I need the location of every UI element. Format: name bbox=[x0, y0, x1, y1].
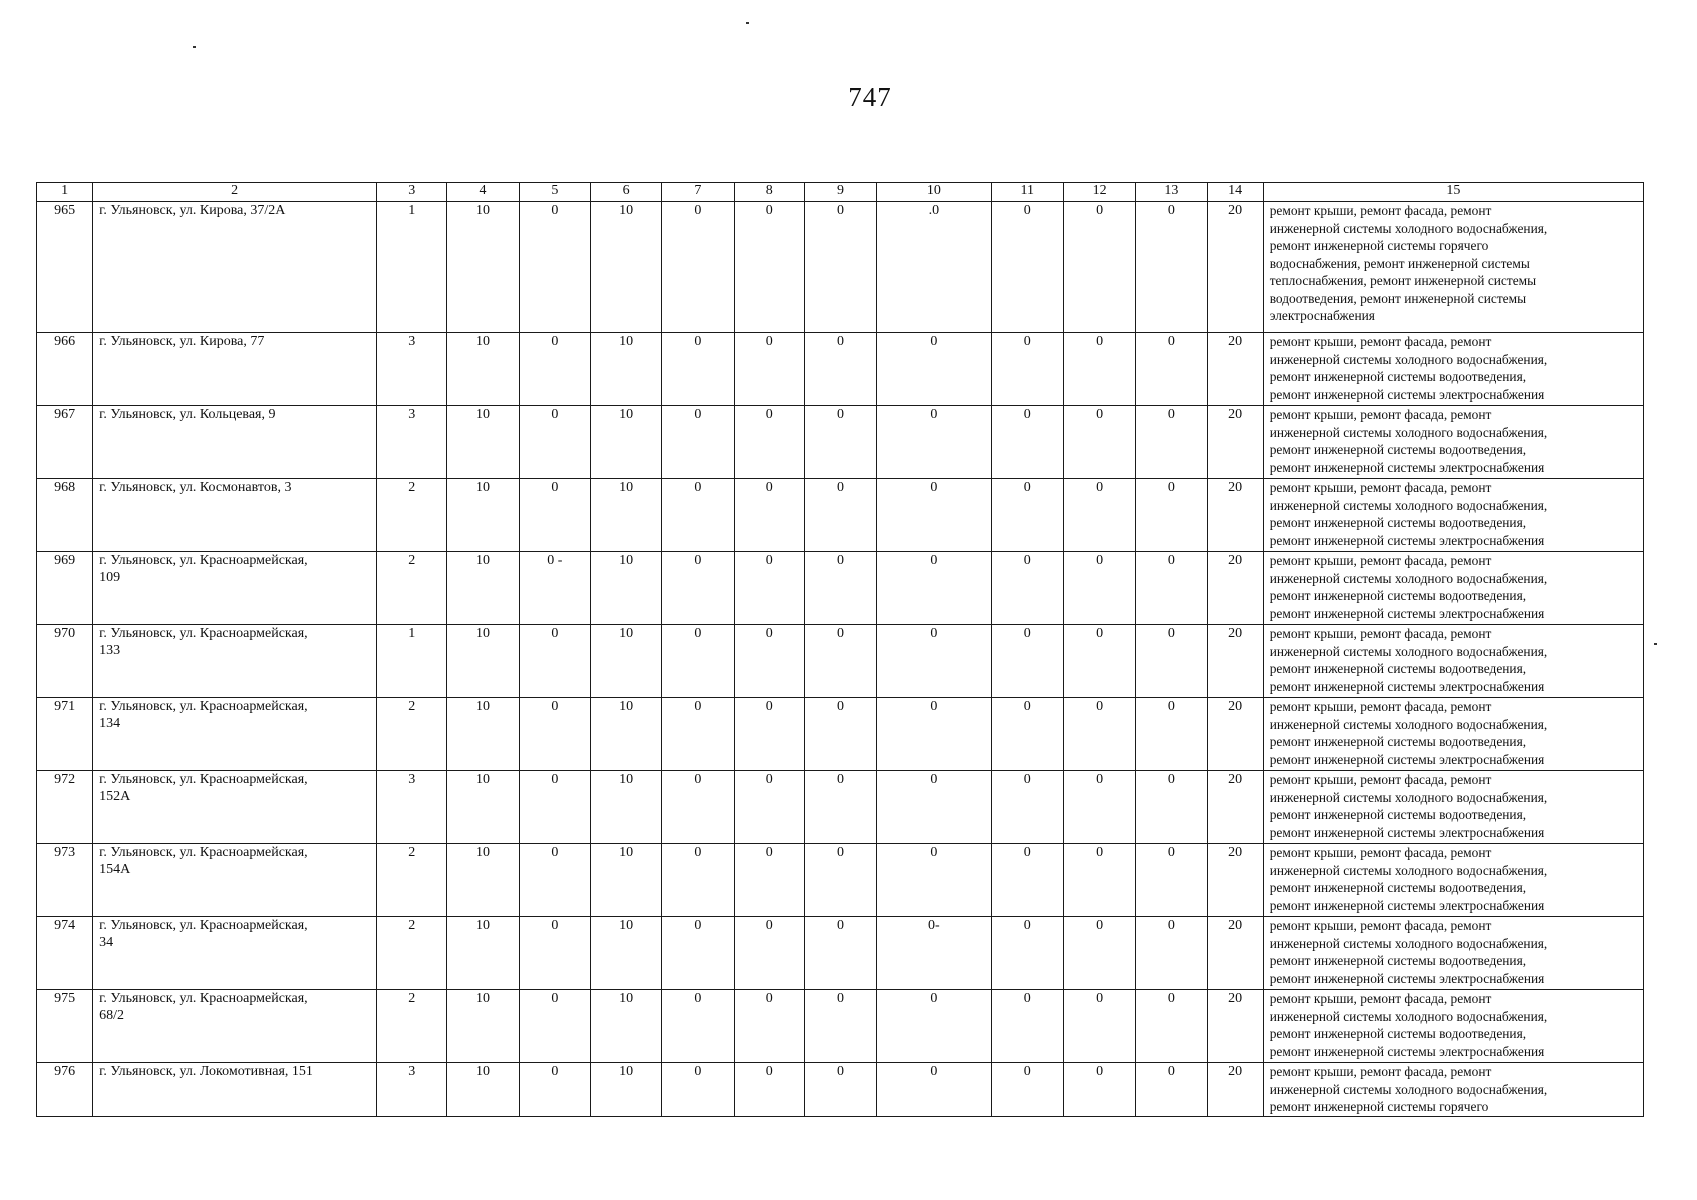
value-cell: 10 bbox=[447, 333, 519, 406]
works-cell bbox=[1263, 552, 1643, 625]
table-row bbox=[37, 479, 1644, 552]
value-cell: 0 bbox=[991, 625, 1063, 698]
works-line: ремонт крыши, ремонт фасада, ремонт bbox=[1269, 203, 1492, 218]
value-cell: 20 bbox=[1207, 990, 1263, 1063]
value-cell: 0 bbox=[991, 406, 1063, 479]
value-cell: 3 bbox=[377, 333, 447, 406]
value-cell: 0 bbox=[991, 552, 1063, 625]
row-number-cell: 966 bbox=[37, 333, 93, 406]
column-header: 7 bbox=[662, 183, 734, 202]
value-cell: 0 bbox=[1063, 333, 1135, 406]
value-cell: 20 bbox=[1207, 479, 1263, 552]
value-cell: 10 bbox=[447, 771, 519, 844]
column-header: 14 bbox=[1207, 183, 1263, 202]
value-cell: 0 bbox=[1063, 917, 1135, 990]
value-cell: 20 bbox=[1207, 333, 1263, 406]
works-cell bbox=[1263, 479, 1643, 552]
works-line: ремонт крыши, ремонт фасада, ремонт bbox=[1269, 991, 1492, 1006]
value-cell: 0 bbox=[991, 698, 1063, 771]
value-cell: 0 bbox=[1063, 990, 1135, 1063]
value-cell: 0 bbox=[1136, 1063, 1207, 1117]
value-cell: 0 bbox=[734, 917, 804, 990]
value-cell: 0 bbox=[734, 479, 804, 552]
table-row bbox=[37, 406, 1644, 479]
value-cell: 10 bbox=[447, 1063, 519, 1117]
value-cell: 1 bbox=[377, 202, 447, 333]
value-cell: 0 bbox=[877, 333, 991, 406]
value-cell: 0 bbox=[877, 1063, 991, 1117]
value-cell: 0 bbox=[519, 990, 590, 1063]
column-header: 12 bbox=[1063, 183, 1135, 202]
value-cell: 0 bbox=[662, 202, 734, 333]
column-header: 6 bbox=[590, 183, 661, 202]
value-cell: 0 bbox=[734, 698, 804, 771]
value-cell: 0 bbox=[662, 625, 734, 698]
works-line: ремонт инженерной системы электроснабжения bbox=[1269, 751, 1545, 767]
value-cell: 0 bbox=[1063, 479, 1135, 552]
value-cell: 0 bbox=[519, 1063, 590, 1117]
row-number-cell: 972 bbox=[37, 771, 93, 844]
value-cell: 0 bbox=[734, 552, 804, 625]
value-cell: 0 bbox=[804, 479, 876, 552]
value-cell: 0 bbox=[804, 406, 876, 479]
address-cell: г. Ульяновск, ул. Красноармейская, 134 bbox=[93, 698, 377, 771]
works-line: инженерной системы холодного водоснабжения, bbox=[1269, 497, 1548, 513]
value-cell: 10 bbox=[447, 202, 519, 333]
works-cell bbox=[1263, 333, 1643, 406]
value-cell: 0 bbox=[991, 844, 1063, 917]
value-cell: 0 bbox=[1136, 990, 1207, 1063]
address-cell: г. Ульяновск, ул. Красноармейская, 133 bbox=[93, 625, 377, 698]
row-number-cell: 965 bbox=[37, 202, 93, 333]
value-cell: 0 bbox=[662, 1063, 734, 1117]
value-cell: 3 bbox=[377, 406, 447, 479]
column-header: 4 bbox=[447, 183, 519, 202]
table-row bbox=[37, 844, 1644, 917]
works-line: ремонт инженерной системы электроснабжения bbox=[1269, 970, 1545, 986]
value-cell: 0 bbox=[804, 552, 876, 625]
value-cell: 0 bbox=[519, 202, 590, 333]
value-cell: 2 bbox=[377, 698, 447, 771]
works-line: ремонт крыши, ремонт фасада, ремонт bbox=[1269, 699, 1492, 714]
works-cell bbox=[1263, 844, 1643, 917]
works-line: ремонт инженерной системы водоотведения, bbox=[1269, 734, 1527, 749]
value-cell: 0 bbox=[519, 917, 590, 990]
value-cell: 0 bbox=[734, 202, 804, 333]
works-line: ремонт инженерной системы водоотведения, bbox=[1269, 953, 1527, 968]
value-cell: 0 bbox=[662, 771, 734, 844]
address-cell: г. Ульяновск, ул. Красноармейская, 154А bbox=[93, 844, 377, 917]
column-header: 1 bbox=[37, 183, 93, 202]
value-cell: 0 bbox=[1136, 771, 1207, 844]
value-cell: 0 bbox=[877, 771, 991, 844]
value-cell: 0 - bbox=[519, 552, 590, 625]
works-line: водоснабжения, ремонт инженерной системы bbox=[1269, 255, 1530, 271]
works-line: ремонт крыши, ремонт фасада, ремонт bbox=[1269, 407, 1492, 422]
value-cell: 0 bbox=[1063, 202, 1135, 333]
value-cell: 0 bbox=[734, 1063, 804, 1117]
table-row bbox=[37, 1063, 1644, 1117]
table-row bbox=[37, 202, 1644, 333]
works-line: водоотведения, ремонт инженерной системы bbox=[1269, 290, 1527, 306]
value-cell: 0 bbox=[877, 990, 991, 1063]
value-cell: 0 bbox=[662, 844, 734, 917]
value-cell: 10 bbox=[447, 479, 519, 552]
works-line: ремонт инженерной системы водоотведения, bbox=[1269, 442, 1527, 457]
value-cell: 10 bbox=[590, 1063, 661, 1117]
value-cell: 0 bbox=[1063, 1063, 1135, 1117]
works-line: ремонт инженерной системы электроснабжения bbox=[1269, 386, 1545, 402]
value-cell: 0 bbox=[991, 479, 1063, 552]
address-cell: г. Ульяновск, ул. Кольцевая, 9 bbox=[93, 406, 377, 479]
value-cell: 20 bbox=[1207, 406, 1263, 479]
value-cell: 20 bbox=[1207, 552, 1263, 625]
value-cell: 0 bbox=[662, 698, 734, 771]
works-line: ремонт инженерной системы горячего bbox=[1269, 238, 1489, 253]
works-line: ремонт инженерной системы электроснабжения bbox=[1269, 459, 1545, 475]
row-number-cell: 971 bbox=[37, 698, 93, 771]
works-line: ремонт инженерной системы водоотведения, bbox=[1269, 661, 1527, 676]
works-line: ремонт крыши, ремонт фасада, ремонт bbox=[1269, 553, 1492, 568]
works-line: ремонт инженерной системы водоотведения, bbox=[1269, 369, 1527, 384]
row-number-cell: 974 bbox=[37, 917, 93, 990]
value-cell: 20 bbox=[1207, 202, 1263, 333]
works-cell bbox=[1263, 990, 1643, 1063]
value-cell: 20 bbox=[1207, 844, 1263, 917]
value-cell: 2 bbox=[377, 479, 447, 552]
value-cell: 0 bbox=[877, 698, 991, 771]
works-line: ремонт инженерной системы электроснабжения bbox=[1269, 1043, 1545, 1059]
address-cell: г. Ульяновск, ул. Красноармейская, 68/2 bbox=[93, 990, 377, 1063]
value-cell: 0 bbox=[519, 406, 590, 479]
works-line: инженерной системы холодного водоснабжения, bbox=[1269, 1081, 1548, 1097]
value-cell: 10 bbox=[447, 917, 519, 990]
works-line: инженерной системы холодного водоснабжения, bbox=[1269, 220, 1548, 236]
row-number-cell: 970 bbox=[37, 625, 93, 698]
value-cell: 10 bbox=[590, 844, 661, 917]
value-cell: 0 bbox=[1063, 406, 1135, 479]
value-cell: 0 bbox=[734, 771, 804, 844]
value-cell: 0 bbox=[804, 333, 876, 406]
value-cell: 0 bbox=[991, 202, 1063, 333]
value-cell: 0 bbox=[1136, 202, 1207, 333]
value-cell: 0- bbox=[877, 917, 991, 990]
address-cell: г. Ульяновск, ул. Космонавтов, 3 bbox=[93, 479, 377, 552]
works-line: инженерной системы холодного водоснабжения, bbox=[1269, 716, 1548, 732]
value-cell: .0 bbox=[877, 202, 991, 333]
value-cell: 0 bbox=[991, 1063, 1063, 1117]
value-cell: 10 bbox=[590, 202, 661, 333]
column-header: 15 bbox=[1263, 183, 1643, 202]
value-cell: 2 bbox=[377, 917, 447, 990]
works-line: ремонт инженерной системы электроснабжения bbox=[1269, 897, 1545, 913]
value-cell: 0 bbox=[734, 625, 804, 698]
works-line: ремонт инженерной системы горячего bbox=[1269, 1099, 1489, 1114]
works-cell bbox=[1263, 771, 1643, 844]
value-cell: 0 bbox=[804, 917, 876, 990]
value-cell: 0 bbox=[662, 552, 734, 625]
value-cell: 0 bbox=[734, 333, 804, 406]
works-line: инженерной системы холодного водоснабжения, bbox=[1269, 862, 1548, 878]
value-cell: 10 bbox=[590, 552, 661, 625]
row-number-cell: 969 bbox=[37, 552, 93, 625]
row-number-cell: 968 bbox=[37, 479, 93, 552]
column-header: 9 bbox=[804, 183, 876, 202]
value-cell: 0 bbox=[1063, 844, 1135, 917]
address-cell: г. Ульяновск, ул. Красноармейская, 34 bbox=[93, 917, 377, 990]
value-cell: 20 bbox=[1207, 698, 1263, 771]
works-line: инженерной системы холодного водоснабжения, bbox=[1269, 643, 1548, 659]
table-row bbox=[37, 990, 1644, 1063]
value-cell: 0 bbox=[519, 479, 590, 552]
works-cell bbox=[1263, 698, 1643, 771]
address-cell: г. Ульяновск, ул. Красноармейская, 152А bbox=[93, 771, 377, 844]
value-cell: 10 bbox=[590, 406, 661, 479]
value-cell: 10 bbox=[590, 333, 661, 406]
value-cell: 0 bbox=[519, 625, 590, 698]
column-number-row bbox=[37, 183, 1644, 202]
value-cell: 0 bbox=[991, 771, 1063, 844]
works-line: теплоснабжения, ремонт инженерной системы bbox=[1269, 273, 1537, 288]
value-cell: 10 bbox=[590, 625, 661, 698]
value-cell: 20 bbox=[1207, 1063, 1263, 1117]
value-cell: 10 bbox=[590, 479, 661, 552]
value-cell: 0 bbox=[734, 844, 804, 917]
column-header: 3 bbox=[377, 183, 447, 202]
column-header: 8 bbox=[734, 183, 804, 202]
value-cell: 2 bbox=[377, 552, 447, 625]
value-cell: 0 bbox=[734, 990, 804, 1063]
value-cell: 0 bbox=[991, 917, 1063, 990]
value-cell: 0 bbox=[1136, 625, 1207, 698]
works-line: электроснабжения bbox=[1269, 308, 1375, 323]
value-cell: 3 bbox=[377, 771, 447, 844]
value-cell: 0 bbox=[1136, 844, 1207, 917]
table-row bbox=[37, 771, 1644, 844]
works-line: инженерной системы холодного водоснабжения, bbox=[1269, 789, 1548, 805]
table-header bbox=[37, 183, 1644, 202]
value-cell: 0 bbox=[877, 479, 991, 552]
column-header: 10 bbox=[877, 183, 991, 202]
value-cell: 10 bbox=[447, 552, 519, 625]
address-cell: г. Ульяновск, ул. Локомотивная, 151 bbox=[93, 1063, 377, 1117]
value-cell: 20 bbox=[1207, 771, 1263, 844]
works-line: инженерной системы холодного водоснабжения, bbox=[1269, 424, 1548, 440]
value-cell: 0 bbox=[804, 202, 876, 333]
table-body bbox=[37, 202, 1644, 1117]
repair-register-table bbox=[36, 182, 1644, 1117]
value-cell: 0 bbox=[1136, 333, 1207, 406]
row-number-cell: 973 bbox=[37, 844, 93, 917]
value-cell: 0 bbox=[662, 917, 734, 990]
row-number-cell: 967 bbox=[37, 406, 93, 479]
works-line: ремонт крыши, ремонт фасада, ремонт bbox=[1269, 334, 1492, 349]
value-cell: 20 bbox=[1207, 917, 1263, 990]
value-cell: 0 bbox=[1063, 698, 1135, 771]
value-cell: 0 bbox=[1136, 698, 1207, 771]
value-cell: 0 bbox=[991, 333, 1063, 406]
works-line: инженерной системы холодного водоснабжения, bbox=[1269, 351, 1548, 367]
table-row bbox=[37, 552, 1644, 625]
works-line: ремонт инженерной системы электроснабжения bbox=[1269, 605, 1545, 621]
table-row bbox=[37, 333, 1644, 406]
value-cell: 0 bbox=[519, 771, 590, 844]
value-cell: 0 bbox=[804, 698, 876, 771]
value-cell: 10 bbox=[590, 698, 661, 771]
works-line: инженерной системы холодного водоснабжения, bbox=[1269, 1008, 1548, 1024]
value-cell: 10 bbox=[590, 771, 661, 844]
value-cell: 0 bbox=[734, 406, 804, 479]
works-line: ремонт инженерной системы водоотведения, bbox=[1269, 807, 1527, 822]
works-cell bbox=[1263, 406, 1643, 479]
works-line: ремонт инженерной системы электроснабжения bbox=[1269, 678, 1545, 694]
column-header: 5 bbox=[519, 183, 590, 202]
works-cell bbox=[1263, 1063, 1643, 1117]
works-line: ремонт инженерной системы водоотведения, bbox=[1269, 880, 1527, 895]
address-cell: г. Ульяновск, ул. Кирова, 37/2А bbox=[93, 202, 377, 333]
works-line: инженерной системы холодного водоснабжения, bbox=[1269, 570, 1548, 586]
scan-speck bbox=[746, 22, 749, 24]
value-cell: 0 bbox=[877, 844, 991, 917]
works-line: ремонт инженерной системы электроснабжения bbox=[1269, 532, 1545, 548]
value-cell: 0 bbox=[519, 698, 590, 771]
value-cell: 10 bbox=[447, 698, 519, 771]
value-cell: 0 bbox=[804, 625, 876, 698]
value-cell: 0 bbox=[804, 771, 876, 844]
value-cell: 20 bbox=[1207, 625, 1263, 698]
value-cell: 0 bbox=[1063, 552, 1135, 625]
row-number-cell: 976 bbox=[37, 1063, 93, 1117]
value-cell: 0 bbox=[877, 552, 991, 625]
works-line: ремонт крыши, ремонт фасада, ремонт bbox=[1269, 772, 1492, 787]
column-header: 2 bbox=[93, 183, 377, 202]
table-row bbox=[37, 917, 1644, 990]
works-line: ремонт инженерной системы водоотведения, bbox=[1269, 588, 1527, 603]
value-cell: 0 bbox=[804, 844, 876, 917]
works-line: ремонт инженерной системы электроснабжения bbox=[1269, 824, 1545, 840]
works-line: ремонт крыши, ремонт фасада, ремонт bbox=[1269, 626, 1492, 641]
works-cell bbox=[1263, 917, 1643, 990]
table-row bbox=[37, 625, 1644, 698]
value-cell: 0 bbox=[877, 406, 991, 479]
address-cell: г. Ульяновск, ул. Кирова, 77 bbox=[93, 333, 377, 406]
value-cell: 10 bbox=[447, 990, 519, 1063]
value-cell: 0 bbox=[662, 990, 734, 1063]
value-cell: 10 bbox=[447, 844, 519, 917]
value-cell: 0 bbox=[1136, 479, 1207, 552]
value-cell: 0 bbox=[1136, 917, 1207, 990]
value-cell: 0 bbox=[1136, 406, 1207, 479]
works-line: ремонт крыши, ремонт фасада, ремонт bbox=[1269, 918, 1492, 933]
row-number-cell: 975 bbox=[37, 990, 93, 1063]
value-cell: 2 bbox=[377, 990, 447, 1063]
scan-speck bbox=[1654, 643, 1657, 645]
value-cell: 0 bbox=[1063, 771, 1135, 844]
value-cell: 0 bbox=[662, 479, 734, 552]
value-cell: 10 bbox=[447, 625, 519, 698]
works-line: ремонт инженерной системы водоотведения, bbox=[1269, 1026, 1527, 1041]
works-line: ремонт крыши, ремонт фасада, ремонт bbox=[1269, 845, 1492, 860]
page-number: 747 bbox=[848, 82, 892, 112]
value-cell: 10 bbox=[447, 406, 519, 479]
address-cell: г. Ульяновск, ул. Красноармейская, 109 bbox=[93, 552, 377, 625]
value-cell: 2 bbox=[377, 844, 447, 917]
works-line: инженерной системы холодного водоснабжения, bbox=[1269, 935, 1548, 951]
column-header: 13 bbox=[1136, 183, 1207, 202]
works-cell bbox=[1263, 625, 1643, 698]
works-line: ремонт крыши, ремонт фасада, ремонт bbox=[1269, 1064, 1492, 1079]
value-cell: 0 bbox=[1136, 552, 1207, 625]
value-cell: 3 bbox=[377, 1063, 447, 1117]
column-header: 11 bbox=[991, 183, 1063, 202]
value-cell: 0 bbox=[662, 333, 734, 406]
works-line: ремонт крыши, ремонт фасада, ремонт bbox=[1269, 480, 1492, 495]
scan-speck bbox=[193, 46, 196, 48]
value-cell: 0 bbox=[519, 844, 590, 917]
value-cell: 0 bbox=[991, 990, 1063, 1063]
value-cell: 0 bbox=[519, 333, 590, 406]
value-cell: 0 bbox=[804, 1063, 876, 1117]
value-cell: 0 bbox=[877, 625, 991, 698]
value-cell: 1 bbox=[377, 625, 447, 698]
value-cell: 10 bbox=[590, 990, 661, 1063]
value-cell: 10 bbox=[590, 917, 661, 990]
value-cell: 0 bbox=[662, 406, 734, 479]
value-cell: 0 bbox=[804, 990, 876, 1063]
value-cell: 0 bbox=[1063, 625, 1135, 698]
works-cell bbox=[1263, 202, 1643, 333]
table-row bbox=[37, 698, 1644, 771]
works-line: ремонт инженерной системы водоотведения, bbox=[1269, 515, 1527, 530]
